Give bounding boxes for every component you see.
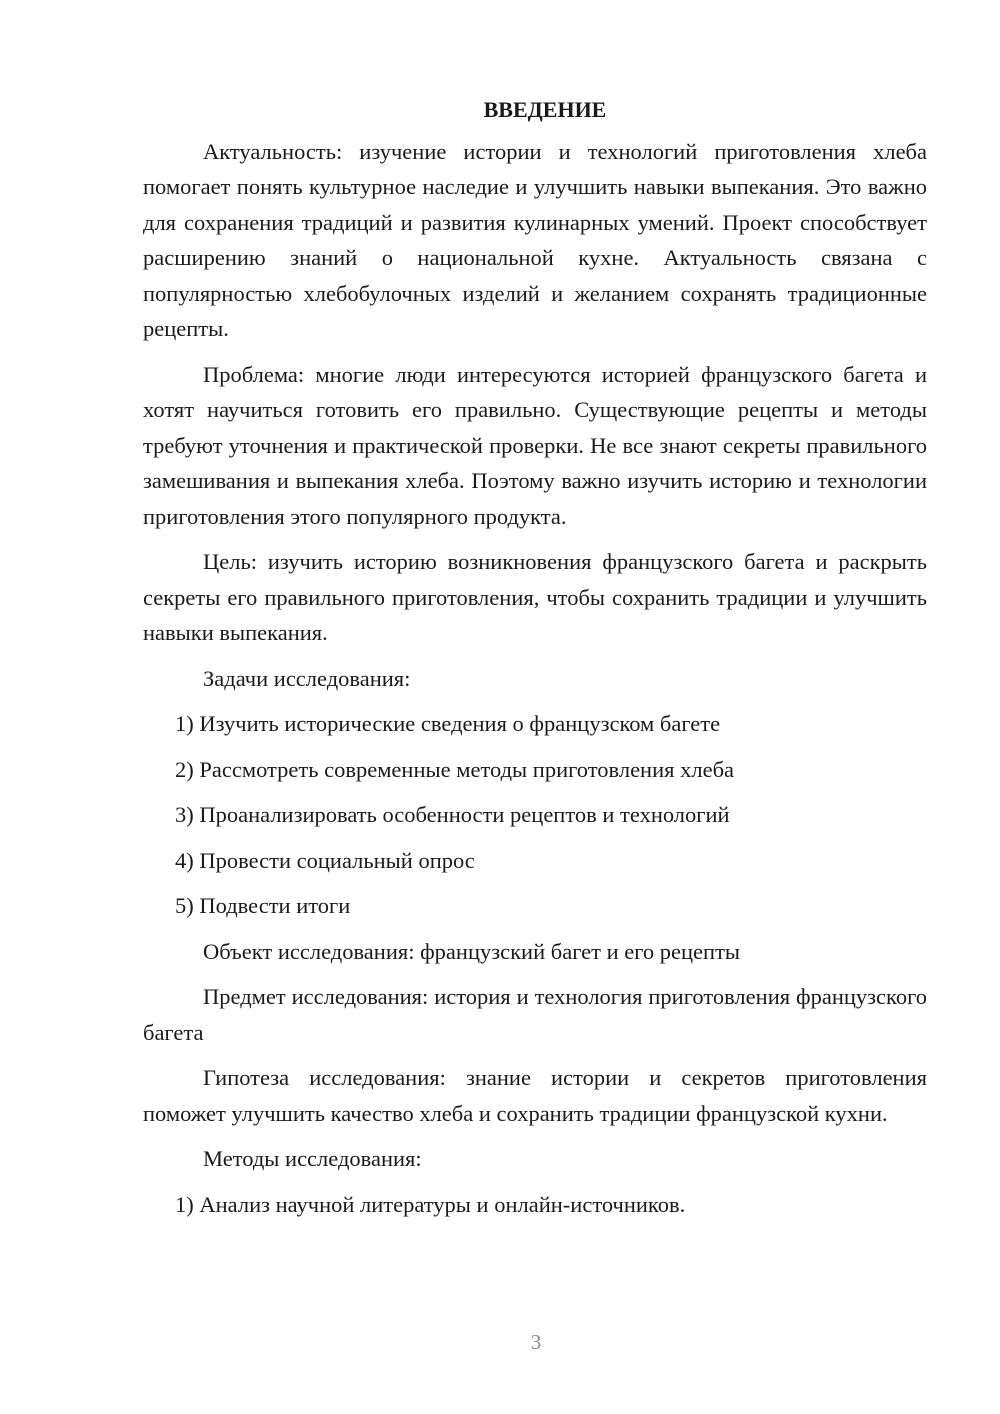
task-item-1: 1) Изучить исторические сведения о французском багете (175, 711, 721, 736)
hypothesis-paragraph: Гипотеза исследования: знание истории и секретов приготовления поможет улучшить качество хлеба и сохранить традиции французской кухни. (143, 1065, 927, 1126)
goal-paragraph: Цель: изучить историю возникновения французского багета и раскрыть секреты его правильного приготовления, чтобы сохранить традиции и улучшить навыки выпекания. (143, 549, 927, 645)
section-title: ВВЕДЕНИЕ (483, 97, 607, 122)
document-body (143, 92, 927, 1232)
subject-paragraph: Предмет исследования: история и технология приготовления французского багета (143, 984, 927, 1045)
methods-heading: Методы исследования: (203, 1146, 422, 1171)
tasks-heading: Задачи исследования: (203, 665, 411, 691)
task-item-4: 4) Провести социальный опрос (175, 847, 475, 873)
page-number: 3 (530, 1330, 542, 1354)
problem-paragraph: Проблема: многие люди интересуются историей французского багета и хотят научиться готовить его правильно. Существующие рецепты и методы требуют уточнения и практической проверки. Не все знают секреты правильного замешивания и выпекания хлеба. Поэтому важно изучить историю и технологии приготовления этого популярного продукта. (143, 361, 927, 529)
method-item-1: 1) Анализ научной литературы и онлайн-источников. (175, 1191, 686, 1217)
task-item-5: 5) Подвести итоги (175, 893, 351, 918)
relevance-paragraph: Актуальность: изучение истории и технологий приготовления хлеба помогает понять культурное наследие и улучшить навыки выпекания. Это важно для сохранения традиций и развития кулинарных умений. Проект способствует расширению знаний о национальной кухне. Актуальность связана с популярностью хлебобулочных изделий и желанием сохранять традиционные рецепты. (143, 138, 927, 341)
object-line: Объект исследования: французский багет и его рецепты (203, 938, 741, 964)
task-item-2: 2) Рассмотреть современные методы приготовления хлеба (175, 756, 735, 782)
task-item-3: 3) Проанализировать особенности рецептов и технологий (175, 802, 730, 827)
